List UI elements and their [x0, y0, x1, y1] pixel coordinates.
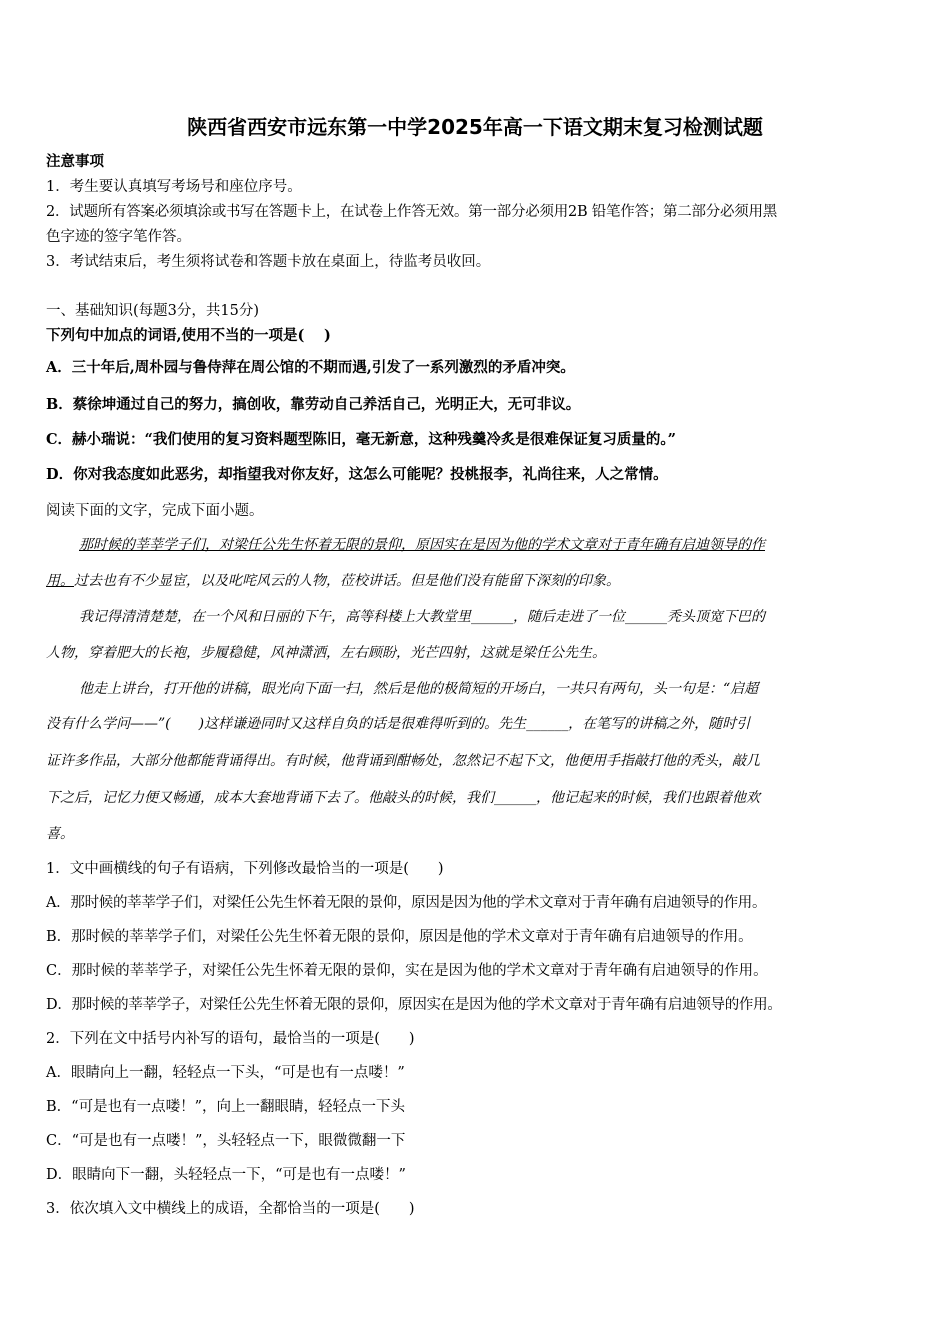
question-2-option-c: C．“可是也有一点喽！”，头轻轻点一下，眼微微翻一下	[46, 1133, 406, 1149]
question-1-option-a: A．那时候的莘莘学子们，对梁任公先生怀着无限的景仰，原因是因为他的学术文章对于青年确有启迪领导的作用。	[46, 895, 767, 911]
question-2-option-a: A．眼睛向上一翻，轻轻点一下头，“可是也有一点喽！”	[46, 1065, 405, 1081]
question-1-option-d: D．那时候的莘莘学子，对梁任公先生怀着无限的景仰，原因实在是因为他的学术文章对于青年确有启迪领导的作用。	[46, 997, 782, 1013]
passage-p1-line-2	[46, 571, 910, 591]
passage-p1-rest: 过去也有不少显宦，以及叱咤风云的人物，莅校讲话。但是他们没有能留下深刻的印象。	[74, 573, 620, 589]
question-1-stem: 1．文中画横线的句子有语病，下列修改最恰当的一项是( )	[46, 861, 444, 877]
section-1-heading: 一、基础知识(每题3分，共15分)	[46, 303, 259, 319]
passage-p3-line-1: 他走上讲台，打开他的讲稿，眼光向下面一扫，然后是他的极简短的开场白，一共只有两句，头一句是：“启超	[79, 681, 759, 697]
section-1-option-d: D．你对我态度如此恶劣，却指望我对你友好，这怎么可能呢？投桃报李，礼尚往来，人之常情。	[46, 466, 668, 483]
notice-item-3: 3．考试结束后，考生须将试卷和答题卡放在桌面上，待监考员收回。	[46, 254, 491, 270]
passage-p1-line-1: 那时候的莘莘学子们，对梁任公先生怀着无限的景仰，原因实在是因为他的学术文章对于青年确有启迪领导的作	[79, 537, 765, 553]
page-title: 陕西省西安市远东第一中学2025年高一下语文期末复习检测试题	[187, 115, 763, 139]
question-1-option-c: C．那时候的莘莘学子，对梁任公先生怀着无限的景仰，实在是因为他的学术文章对于青年确有启迪领导的作用。	[46, 963, 768, 979]
passage-p2-line-2: 人物，穿着肥大的长袍，步履稳健，风神潇洒，左右顾盼，光芒四射，这就是梁任公先生。	[46, 645, 606, 661]
notice-item-1: 1．考生要认真填写考场号和座位序号。	[46, 179, 302, 195]
passage-p3-line-2: 没有什么学问——”( )这样谦逊同时又这样自负的话是很难得听到的。先生______，在笔写的讲稿之外，随时引	[46, 716, 751, 732]
question-2-option-b: B．“可是也有一点喽！”，向上一翻眼睛，轻轻点一下头	[46, 1099, 405, 1115]
reading-intro: 阅读下面的文字，完成下面小题。	[46, 503, 264, 519]
notice-heading: 注意事项	[46, 153, 104, 170]
section-1-option-b: B．蔡徐坤通过自己的努力，搞创收，靠劳动自己养活自己，光明正大，无可非议。	[46, 396, 581, 413]
section-1-stem: 下列句中加点的词语,使用不当的一项是( )	[46, 327, 331, 344]
question-3-stem: 3．依次填入文中横线上的成语，全都恰当的一项是( )	[46, 1201, 415, 1217]
passage-p3-line-5: 喜。	[46, 826, 74, 842]
question-2-stem: 2．下列在文中括号内补写的语句，最恰当的一项是( )	[46, 1031, 415, 1047]
passage-p3-line-3: 证许多作品，大部分他都能背诵得出。有时候，他背诵到酣畅处，忽然记不起下文，他便用手指敲打他的秃头，敲几	[46, 753, 760, 769]
section-1-option-a: A．三十年后,周朴园与鲁侍萍在周公馆的不期而遇,引发了一系列激烈的矛盾冲突。	[46, 359, 575, 376]
section-1-option-c: C．赫小瑞说：“我们使用的复习资料题型陈旧，毫无新意，这种残羹冷炙是很难保证复习质量的。”	[46, 431, 676, 448]
notice-item-2-line-2: 色字迹的签字笔作答。	[46, 229, 191, 245]
passage-p2-line-1: 我记得清清楚楚，在一个风和日丽的下午，高等科楼上大教堂里______，随后走进了一位______秃头顶宽下巴的	[79, 609, 765, 625]
passage-p3-line-4: 下之后，记忆力便又畅通，成本大套地背诵下去了。他敲头的时候，我们______，他记起来的时候，我们也跟着他欢	[46, 790, 760, 806]
notice-item-2-line-1: 2．试题所有答案必须填涂或书写在答题卡上，在试卷上作答无效。第一部分必须用2B 铅笔作答；第二部分必须用黑	[46, 204, 777, 220]
question-2-option-d: D．眼睛向下一翻，头轻轻点一下，“可是也有一点喽！”	[46, 1167, 406, 1183]
question-1-option-b: B．那时候的莘莘学子们，对梁任公先生怀着无限的景仰，原因是他的学术文章对于青年确有启迪领导的作用。	[46, 929, 753, 945]
passage-p1-underlined-end: 用。	[46, 573, 74, 589]
